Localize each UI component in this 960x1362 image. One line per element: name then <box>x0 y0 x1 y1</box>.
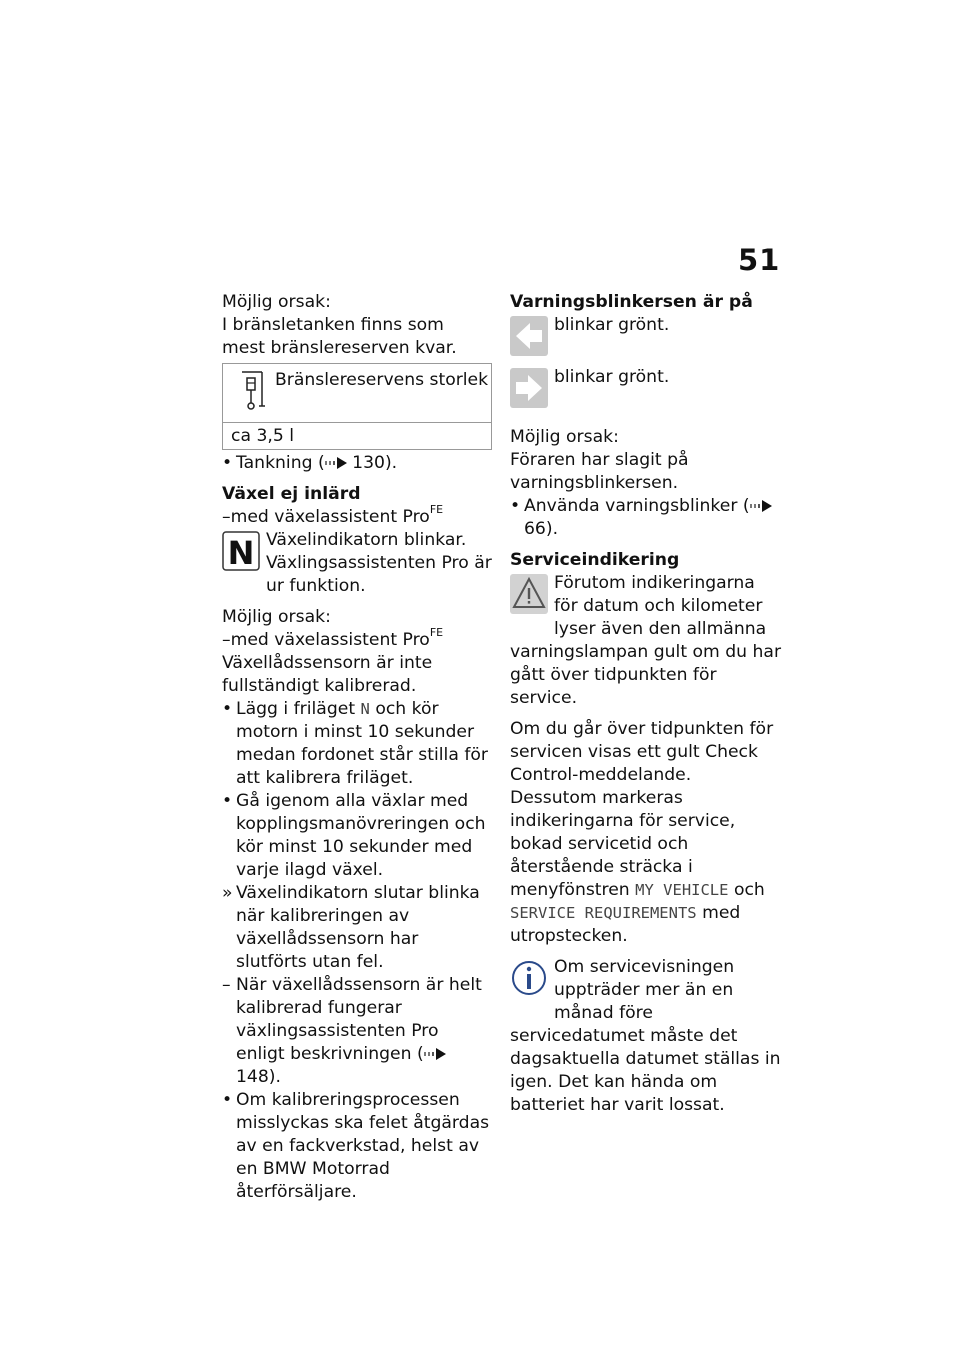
left-blink-text: blinkar grönt. <box>554 315 670 335</box>
turn-signal-left-icon <box>510 316 548 363</box>
cause-label: Möjlig orsak: <box>510 427 619 447</box>
gear-indicator-block <box>222 529 492 598</box>
list-item: • Om kalibreringsprocessen misslyckas ska felet åtgärdas av en fackverkstad, helst av en BMW Motorrad återförsäljare. <box>222 1090 490 1202</box>
left-column <box>222 291 492 1204</box>
info-text: Om servicevisningen uppträder mer än en månad före servicedatumet måste det dagsaktuella datumet ställas in igen. Det kan hända om batteriet har varit lossat. <box>510 957 781 1115</box>
info-block <box>510 956 782 1117</box>
turn-signal-right-icon <box>510 368 548 415</box>
table-title: Bränslereservens storlek <box>275 370 489 390</box>
warning-triangle-icon <box>510 574 548 621</box>
info-icon <box>510 958 548 1005</box>
cause-text: I bränsletanken finns som mest bränslereserven kvar. <box>222 315 457 358</box>
page-arrow-icon <box>325 457 347 469</box>
page-arrow-icon <box>750 500 772 512</box>
gear-n-icon <box>222 531 260 578</box>
svg-text:N: N <box>227 534 255 571</box>
right-blink-text: blinkar grönt. <box>554 367 670 387</box>
refuel-bullet: • Tankning ( 130). <box>222 453 398 473</box>
cause-text-2: Växellådssensorn är inte fullständigt kalibrerad. <box>222 653 433 696</box>
service-paragraph: Om du går över tidpunkten för servicen visas ett gult Check Control-meddelande. Dessutom markeras indikeringarna för service, bokad servicetid och återstående sträcka i menyfönstren MY VEHICLE och SERVICE REQUIREMENTS med utropstecken. <box>510 719 774 946</box>
option-line: –med växelassistent Pro$^{FE}$ <box>222 503 444 527</box>
heading-service: Serviceindikering <box>510 550 680 570</box>
heading-gear-not-learned: Växel ej inlärd <box>222 484 361 504</box>
service-text: Förutom indikeringarna för datum och kilometer lyser även den allmänna varningslampan gult om du har gått över tidpunkten för service. <box>510 573 782 708</box>
indicator-line-2: Växlingsassistenten Pro är ur funktion. <box>266 553 492 596</box>
table-header <box>223 364 491 423</box>
cause-text: Föraren har slagit på varningsblinkersen. <box>510 450 689 493</box>
fuel-reserve-table <box>222 363 492 450</box>
cause-label: Möjlig orsak: <box>222 292 331 312</box>
list-item: • Använda varningsblinker ( 66). <box>510 495 782 541</box>
right-blink-row <box>510 366 782 418</box>
list-item: • Gå igenom alla växlar med kopplingsmanövreringen och kör minst 10 sekunder med varje ilagd växel. <box>222 791 486 880</box>
page-arrow-icon <box>424 1048 446 1060</box>
list-item-dash: – När växellådssensorn är helt kalibrerad fungerar växlingsassistenten Pro enligt beskrivningen ( 148). <box>222 975 482 1087</box>
left-blink-row <box>510 314 782 366</box>
fuel-gauge-icon <box>239 370 265 419</box>
right-column <box>510 291 782 1117</box>
service-warning-block <box>510 572 782 710</box>
heading-hazard-lights: Varningsblinkersen är på <box>510 292 753 312</box>
indicator-line-1: Växelindikatorn blinkar. <box>266 530 467 550</box>
option-line-2: –med växelassistent Pro$^{FE}$ <box>222 626 444 650</box>
cause-label-2: Möjlig orsak: <box>222 607 331 627</box>
page-number: 51 <box>738 243 781 277</box>
list-item: • Lägg i friläget N och kör motorn i minst 10 sekunder medan fordonet står stilla för att kalibrera friläget. <box>222 699 488 788</box>
list-item-result: » Växelindikatorn slutar blinka när kalibreringen av växellådssensorn har slutförts utan fel. <box>222 883 480 972</box>
table-value: ca 3,5 l <box>231 426 295 446</box>
